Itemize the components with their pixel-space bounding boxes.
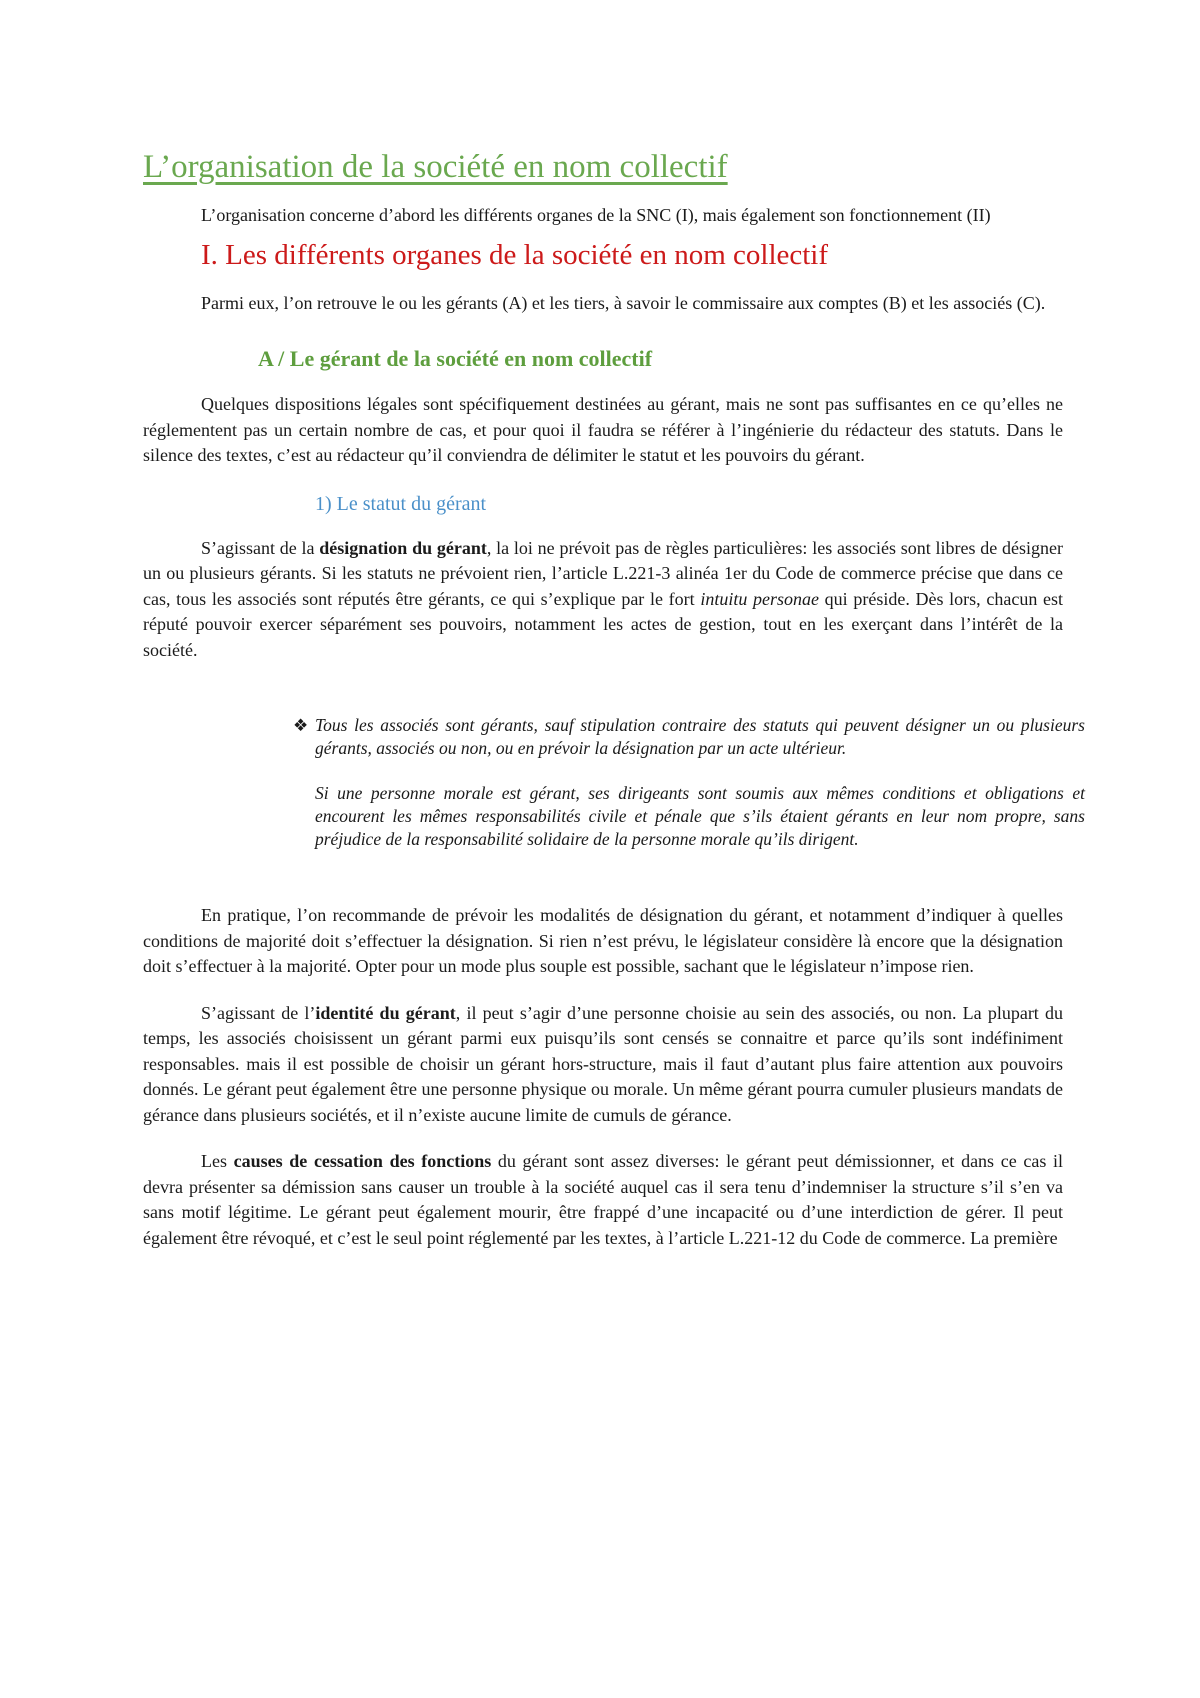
- diamond-bullet-icon: ❖: [293, 716, 309, 735]
- gerant-intro-paragraph: Quelques dispositions légales sont spécifiquement destinées au gérant, mais ne sont pas suffisantes en ce qu’elles ne réglementent pas un certain nombre de cas, et pour quoi il faudra se référer à l’ingénierie du rédacteur des statuts. Dans le silence des textes, c’est au rédacteur qu’il conviendra de délimiter le statut et les pouvoirs du gérant.: [143, 394, 1063, 465]
- document-title: L’organisation de la société en nom collectif: [143, 149, 728, 185]
- cessation-tail: du gérant sont assez diverses: le gérant peut démissionner, et dans ce cas il devra présenter sa démission sans causer un trouble à la société auquel cas il sera tenu d’indemniser la structure s’il s’en va sans motif légitime. Le gérant peut également mourir, être frappé d’une incapacité ou d’une interdiction de gérer. Il peut également être révoqué, et c’est le seul point réglementé par les textes, à l’article L.221-12 du Code de commerce. La première: [143, 1151, 1063, 1248]
- subsection-heading-gerant: A / Le gérant de la société en nom collectif: [258, 346, 653, 371]
- section-heading-organes: I. Les différents organes de la société en nom collectif: [201, 238, 829, 271]
- quote-first: Tous les associés sont gérants, sauf stipulation contraire des statuts qui peuvent désigner un ou plusieurs gérants, associés ou non, ou en prévoir la désignation par un acte ultérieur.: [315, 715, 1085, 758]
- pratique-paragraph: En pratique, l’on recommande de prévoir les modalités de désignation du gérant, et notamment d’indiquer à quelles conditions de majorité doit s’effectuer la désignation. Si rien n’est prévu, le législateur considère là encore que la désignation doit s’effectuer à la majorité. Opter pour un mode plus souple est possible, sachant que le législateur n’impose rien.: [143, 905, 1063, 976]
- document-body: [143, 145, 1085, 1251]
- quote-second: Si une personne morale est gérant, ses dirigeants sont soumis aux mêmes conditions et obligations et encourent les mêmes responsabilités civile et pénale que s’ils étaient gérants en leur nom propre, sans préjudice de la responsabilité solidaire de la personne morale qu’ils dirigent.: [315, 783, 1085, 849]
- identite-tail: , il peut s’agir d’une personne choisie au sein des associés, ou non. La plupart du temps, les associés choisissent un gérant parmi eux puisqu’ils sont censés se connaitre et parce qu’ils sont indéfiniment responsables. mais il est possible de choisir un gérant hors-structure, mais il faut d’autant plus faire attention aux pouvoirs donnés. Le gérant peut également être une personne physique ou morale. Un même gérant pourra cumuler plusieurs mandats de gérance dans plusieurs sociétés, et il n’existe aucune limite de cumuls de gérance.: [143, 1002, 1064, 1125]
- legal-quote-block: [293, 714, 1085, 851]
- organes-paragraph: Parmi eux, l’on retrouve le ou les gérants (A) et les tiers, à savoir le commissaire aux comptes (B) et les associés (C).: [201, 292, 1046, 313]
- identite-paragraph: [143, 1001, 1063, 1129]
- cessation-bold: causes de cessation des fonctions: [233, 1151, 492, 1171]
- designation-tail: qui préside. Dès lors, chacun est réputé pouvoir exercer séparément ses pouvoirs, notamment les actes de gestion, tout en les exerçant dans l’intérêt de la société.: [143, 588, 1064, 660]
- cessation-lead: Les: [201, 1151, 234, 1171]
- designation-paragraph: [143, 536, 1063, 664]
- designation-mid: , la loi ne prévoit pas de règles particulières: les associés sont libres de désigner un ou plusieurs gérants. Si les statuts ne prévoient rien, l’article L.221-3 alinéa 1er du Code de commerce précise que dans ce cas, tous les associés sont réputés être gérants, ce qui s’explique par le fort: [143, 537, 1064, 609]
- identite-bold: identité du gérant: [315, 1002, 456, 1023]
- intro-paragraph: L’organisation concerne d’abord les différents organes de la SNC (I), mais également son fonctionnement (II): [201, 205, 991, 225]
- designation-italic: intuitu personae: [700, 588, 819, 609]
- cessation-paragraph: [143, 1149, 1063, 1251]
- subsubsection-heading-statut: 1) Le statut du gérant: [315, 492, 487, 515]
- identite-lead: S’agissant de l’: [201, 1002, 316, 1023]
- designation-lead: S’agissant de la: [201, 537, 320, 558]
- designation-bold: désignation du gérant: [319, 537, 487, 558]
